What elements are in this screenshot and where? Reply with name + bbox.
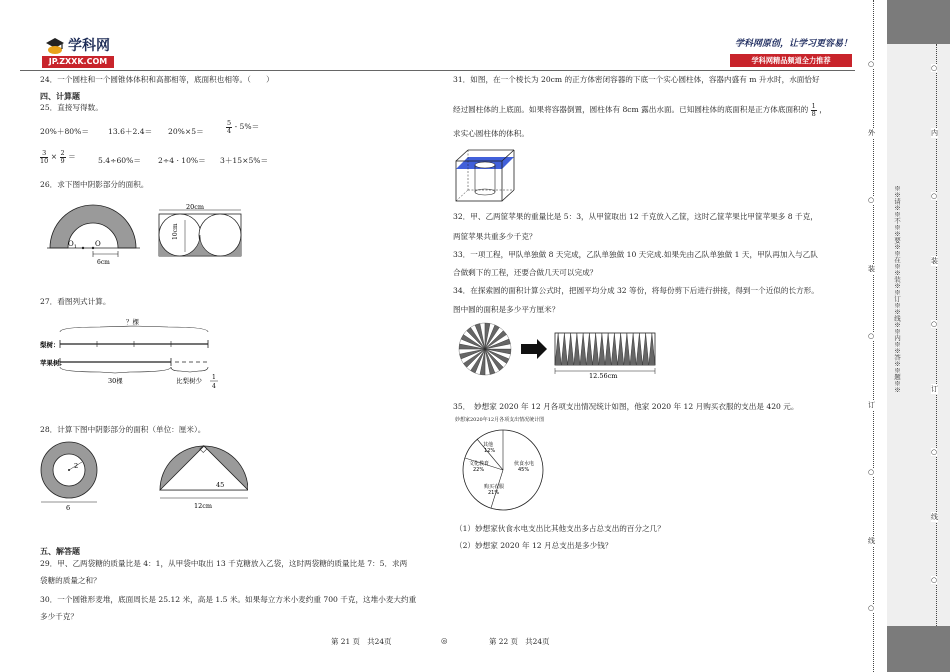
binding-label: 线	[868, 537, 875, 545]
figure-34	[455, 322, 660, 380]
pie-title: 妙想家2020年12月各项支出情况统计图	[455, 417, 545, 423]
question-29-line2: 袋糖的质量之和？	[40, 576, 101, 585]
label-45: 45	[216, 481, 225, 489]
question-30-line2: 多少千克？	[40, 612, 78, 621]
question-31-line2: 经过圆柱体的上底面。如果将容器倒置，圆柱体有 8cm 露出水面。已知圆柱体的底面积是正方体底面积的 $\frac{1}{8}$ ，	[453, 102, 827, 118]
binding-label: 订	[868, 401, 875, 409]
question-25: 25．直接写得数。	[40, 103, 103, 112]
page-number-left: 第 21 页 共24页	[331, 637, 392, 646]
binding-label: ○	[931, 448, 938, 456]
calc-item: 2÷4 · 10%＝	[158, 156, 206, 165]
binding-label: ○	[868, 60, 875, 68]
binding-label: 外	[868, 129, 875, 137]
pie-chart	[458, 425, 548, 515]
question-32-line1: 32．甲、乙两筐苹果的重量比是 5：3，从甲筐取出 12 千克放入乙筐，这时乙筐苹果比甲筐苹果多 8 千克，	[453, 212, 818, 221]
logo-name: 学科网	[68, 38, 110, 54]
binding-label: ○	[868, 196, 875, 204]
question-32-line2: 两筐苹果共重多少千克？	[453, 232, 537, 241]
fraction-num: 1	[212, 374, 216, 381]
binding-label: 内	[931, 129, 938, 137]
pie-pct: 45%	[518, 467, 530, 473]
logo-url: JP.ZXXK.COM	[42, 56, 114, 68]
calc-item: $\frac{5}{4}$ - 5%＝	[227, 119, 260, 135]
label-6cm: 6cm	[97, 259, 110, 266]
question-27: 27．看图列式计算。	[40, 297, 111, 306]
question-34-line2: 图中圆的面积是多少平方厘米？	[453, 305, 560, 314]
fraction: $\frac{2}{9}$	[60, 149, 65, 165]
fraction-den: 4	[212, 383, 216, 390]
question-35: 35． 妙想家 2020 年 12 月各项支出情况统计如图，他家 2020 年 12 月购买衣服的支出是 420 元。	[453, 402, 799, 411]
label-less-than-pear: 比梨树少	[176, 377, 202, 385]
calc-item: 13.6＋2.4＝	[108, 127, 153, 136]
logo-icon	[44, 34, 66, 56]
calc-item: 5.4÷60%＝	[98, 156, 141, 165]
binding-label: 线	[931, 513, 938, 521]
question-31-line3: 求实心圆柱体的体积。	[453, 129, 529, 138]
calc-item: 3＋15×5%＝	[220, 156, 269, 165]
divided-circle	[459, 323, 511, 375]
binding-inner-labels	[931, 44, 943, 626]
binding-strip-bottom	[887, 626, 950, 672]
label-o1: $O_1$	[68, 240, 77, 250]
slogan: 学科网原创，让学习更容易！	[735, 39, 853, 49]
binding-label: ○	[931, 192, 938, 200]
pie-pct: 12%	[484, 448, 496, 454]
pie-label: 伙食水电	[514, 461, 535, 467]
fraction: $\frac{5}{4}$	[227, 119, 232, 135]
question-30-line1: 30．一个圆锥形麦堆，底面周长是 25.12 米，高是 1.5 米。如果每立方米小麦约重 700 千克，这堆小麦大约重	[40, 595, 417, 604]
binding-label: ○	[868, 332, 875, 340]
binding-label: ○	[868, 468, 875, 476]
binding-label: ○	[868, 604, 875, 612]
sub-question-1: （1）妙想家伙食水电支出比其他支出多占总支出的百分之几？	[455, 524, 665, 533]
label-o: O	[95, 240, 101, 248]
question-33-line2: 合做剩下的工程，还要合做几天可以完成？	[453, 268, 598, 277]
fraction: $\frac{1}{8}$	[811, 102, 816, 118]
calc-item: 20%×5＝	[168, 127, 204, 136]
figure-31-cube	[452, 147, 520, 203]
label-12cm: 12cm	[194, 502, 213, 510]
label-apple: 苹果树：	[40, 359, 66, 367]
binding-label: 订	[931, 385, 938, 393]
calc-item: 20%＋80%＝	[40, 127, 89, 136]
binding-label: ○	[931, 576, 938, 584]
binding-outer-labels	[868, 0, 880, 672]
section-5-title: 五、解答题	[40, 546, 80, 556]
question-33-line1: 33．一项工程，甲队单独做 8 天完成，乙队单独做 10 天完成.如果先由乙队单独做 1 天，甲队再加入与乙队	[453, 250, 818, 259]
binding-strip-top	[887, 0, 950, 44]
question-34-line1: 34．在探索圆的面积计算公式时，把圆平均分成 32 等份，将每份剪下后进行拼接，得到一个近似的长方形。	[453, 286, 819, 295]
arrow-right-icon	[521, 339, 547, 359]
footer-mark: ◎	[441, 636, 448, 645]
section-4-title: 四、计算题	[40, 91, 80, 101]
pie-label: 文化教育	[469, 461, 490, 467]
pie-label: 其他	[483, 442, 494, 448]
question-24: 24．一个圆柱和一个圆锥体体积和高都相等，底面积也相等。（ ）	[40, 75, 274, 84]
pie-pct: 21%	[488, 490, 500, 496]
question-29-line1: 29．甲、乙两袋糖的质量比是 4：1，从甲袋中取出 13 千克糖放入乙袋，这时两袋糖的质量比是 7：5．求两	[40, 559, 408, 568]
figure-26	[45, 200, 260, 268]
pie-pct: 22%	[473, 467, 485, 473]
label-30-trees: 30棵	[108, 377, 123, 385]
label-10cm: 10cm	[172, 223, 179, 240]
label-20cm: 20cm	[186, 203, 205, 211]
header-divider	[20, 70, 855, 71]
pie-label: 购买衣服	[484, 484, 505, 490]
sub-question-2: （2）妙想家 2020 年 12 月总支出是多少钱？	[455, 541, 613, 550]
label-r2: 2	[74, 462, 79, 470]
question-26: 26．求下图中阴影部分的面积。	[40, 180, 149, 189]
label-d6: 6	[66, 504, 71, 512]
binding-label: ○	[931, 320, 938, 328]
figure-28	[38, 440, 248, 512]
label-question-trees: ？棵	[126, 318, 139, 326]
banner: 学科网精品频道全力推荐	[730, 54, 852, 67]
binding-label: 装	[868, 265, 875, 273]
logo	[44, 34, 119, 56]
label-12-56cm: 12.56cm	[589, 372, 618, 380]
binding-label: ○	[931, 64, 938, 72]
binding-label: 装	[931, 257, 938, 265]
fraction: $\frac{3}{10}$	[40, 149, 49, 165]
question-28: 28．计算下图中阴影部分的面积（单位：厘米）。	[40, 425, 206, 434]
binding-notice: ※※请※※不※※要※※在※※装※※订※※线※※内※※答※※题※※	[893, 185, 901, 393]
figure-27	[40, 315, 220, 390]
question-31-line1: 31．如图，在一个棱长为 20cm 的正方体密闭容器的下底一个实心圆柱体，容器内盛有 m 升水时，水面恰好	[453, 75, 820, 84]
label-pear: 梨树：	[40, 341, 60, 349]
calc-item: $\frac{3}{10}$ × $\frac{2}{9}$ ＝	[40, 149, 76, 165]
page-number-right: 第 22 页 共24页	[489, 637, 550, 646]
